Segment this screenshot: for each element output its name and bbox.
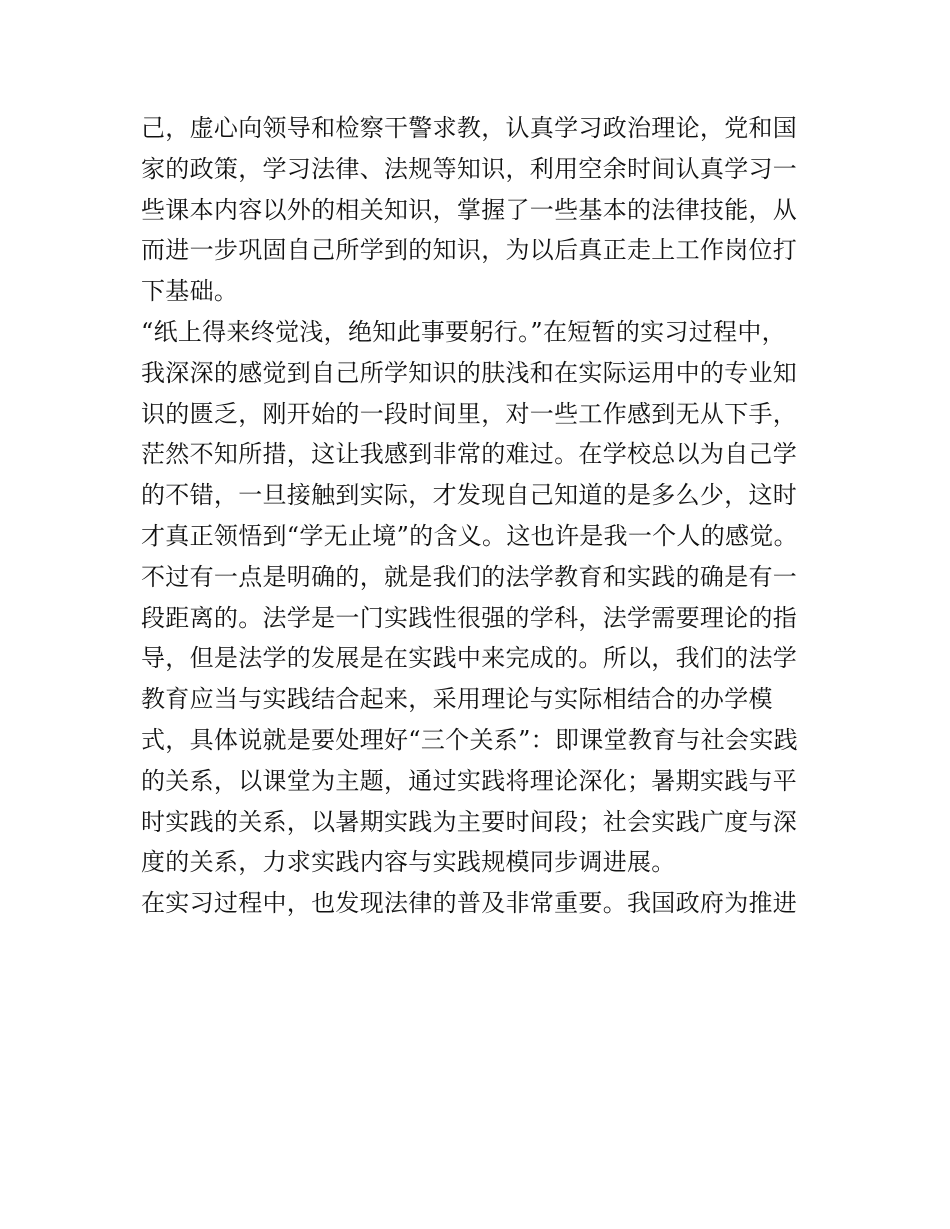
text-line: 在实习过程中，也发现法律的普及非常重要。我国政府为推进 [141, 889, 798, 918]
text-line: 度的关系，力求实践内容与实践规模同步调进展。 [141, 848, 676, 877]
text-line: 家的政策，学习法律、法规等知识，利用空余时间认真学习一 [141, 154, 798, 183]
text-line: 己，虚心向领导和检察干警求教，认真学习政治理论，党和国 [141, 114, 798, 142]
text-line: 教育应当与实践结合起来，采用理论与实际相结合的办学模 [141, 685, 773, 714]
text-line: 导，但是法学的发展是在实践中来完成的。所以，我们的法学 [141, 644, 798, 673]
text-line: 段距离的。法学是一门实践性很强的学科，法学需要理论的指 [141, 603, 798, 632]
text-line: 的关系，以课堂为主题，通过实践将理论深化；暑期实践与平 [141, 766, 798, 795]
text-line: 而进一步巩固自己所学到的知识，为以后真正走上工作岗位打 [141, 236, 798, 265]
text-line: 我深深的感觉到自己所学知识的肤浅和在实际运用中的专业知 [141, 358, 798, 387]
text-line: 不过有一点是明确的，就是我们的法学教育和实践的确是有一 [141, 562, 798, 591]
text-line: 茫然不知所措，这让我感到非常的难过。在学校总以为自己学 [141, 440, 798, 469]
text-line: 时实践的关系，以暑期实践为主要时间段；社会实践广度与深 [141, 807, 798, 836]
text-line: “纸上得来终觉浅，绝知此事要躬行。”在短暂的实习过程中， [141, 317, 786, 346]
text-line: 下基础。 [141, 277, 239, 306]
text-line: 的不错，一旦接触到实际，才发现自己知道的是多么少，这时 [141, 481, 798, 510]
text-line: 些课本内容以外的相关知识，掌握了一些基本的法律技能，从 [141, 195, 798, 224]
document-body [141, 108, 831, 924]
text-line: 识的匮乏，刚开始的一段时间里，对一些工作感到无从下手， [141, 399, 798, 428]
text-line: 式，具体说就是要处理好“三个关系”：即课堂教育与社会实践 [141, 725, 798, 754]
text-line: 才真正领悟到“学无止境”的含义。这也许是我一个人的感觉。 [141, 521, 798, 550]
